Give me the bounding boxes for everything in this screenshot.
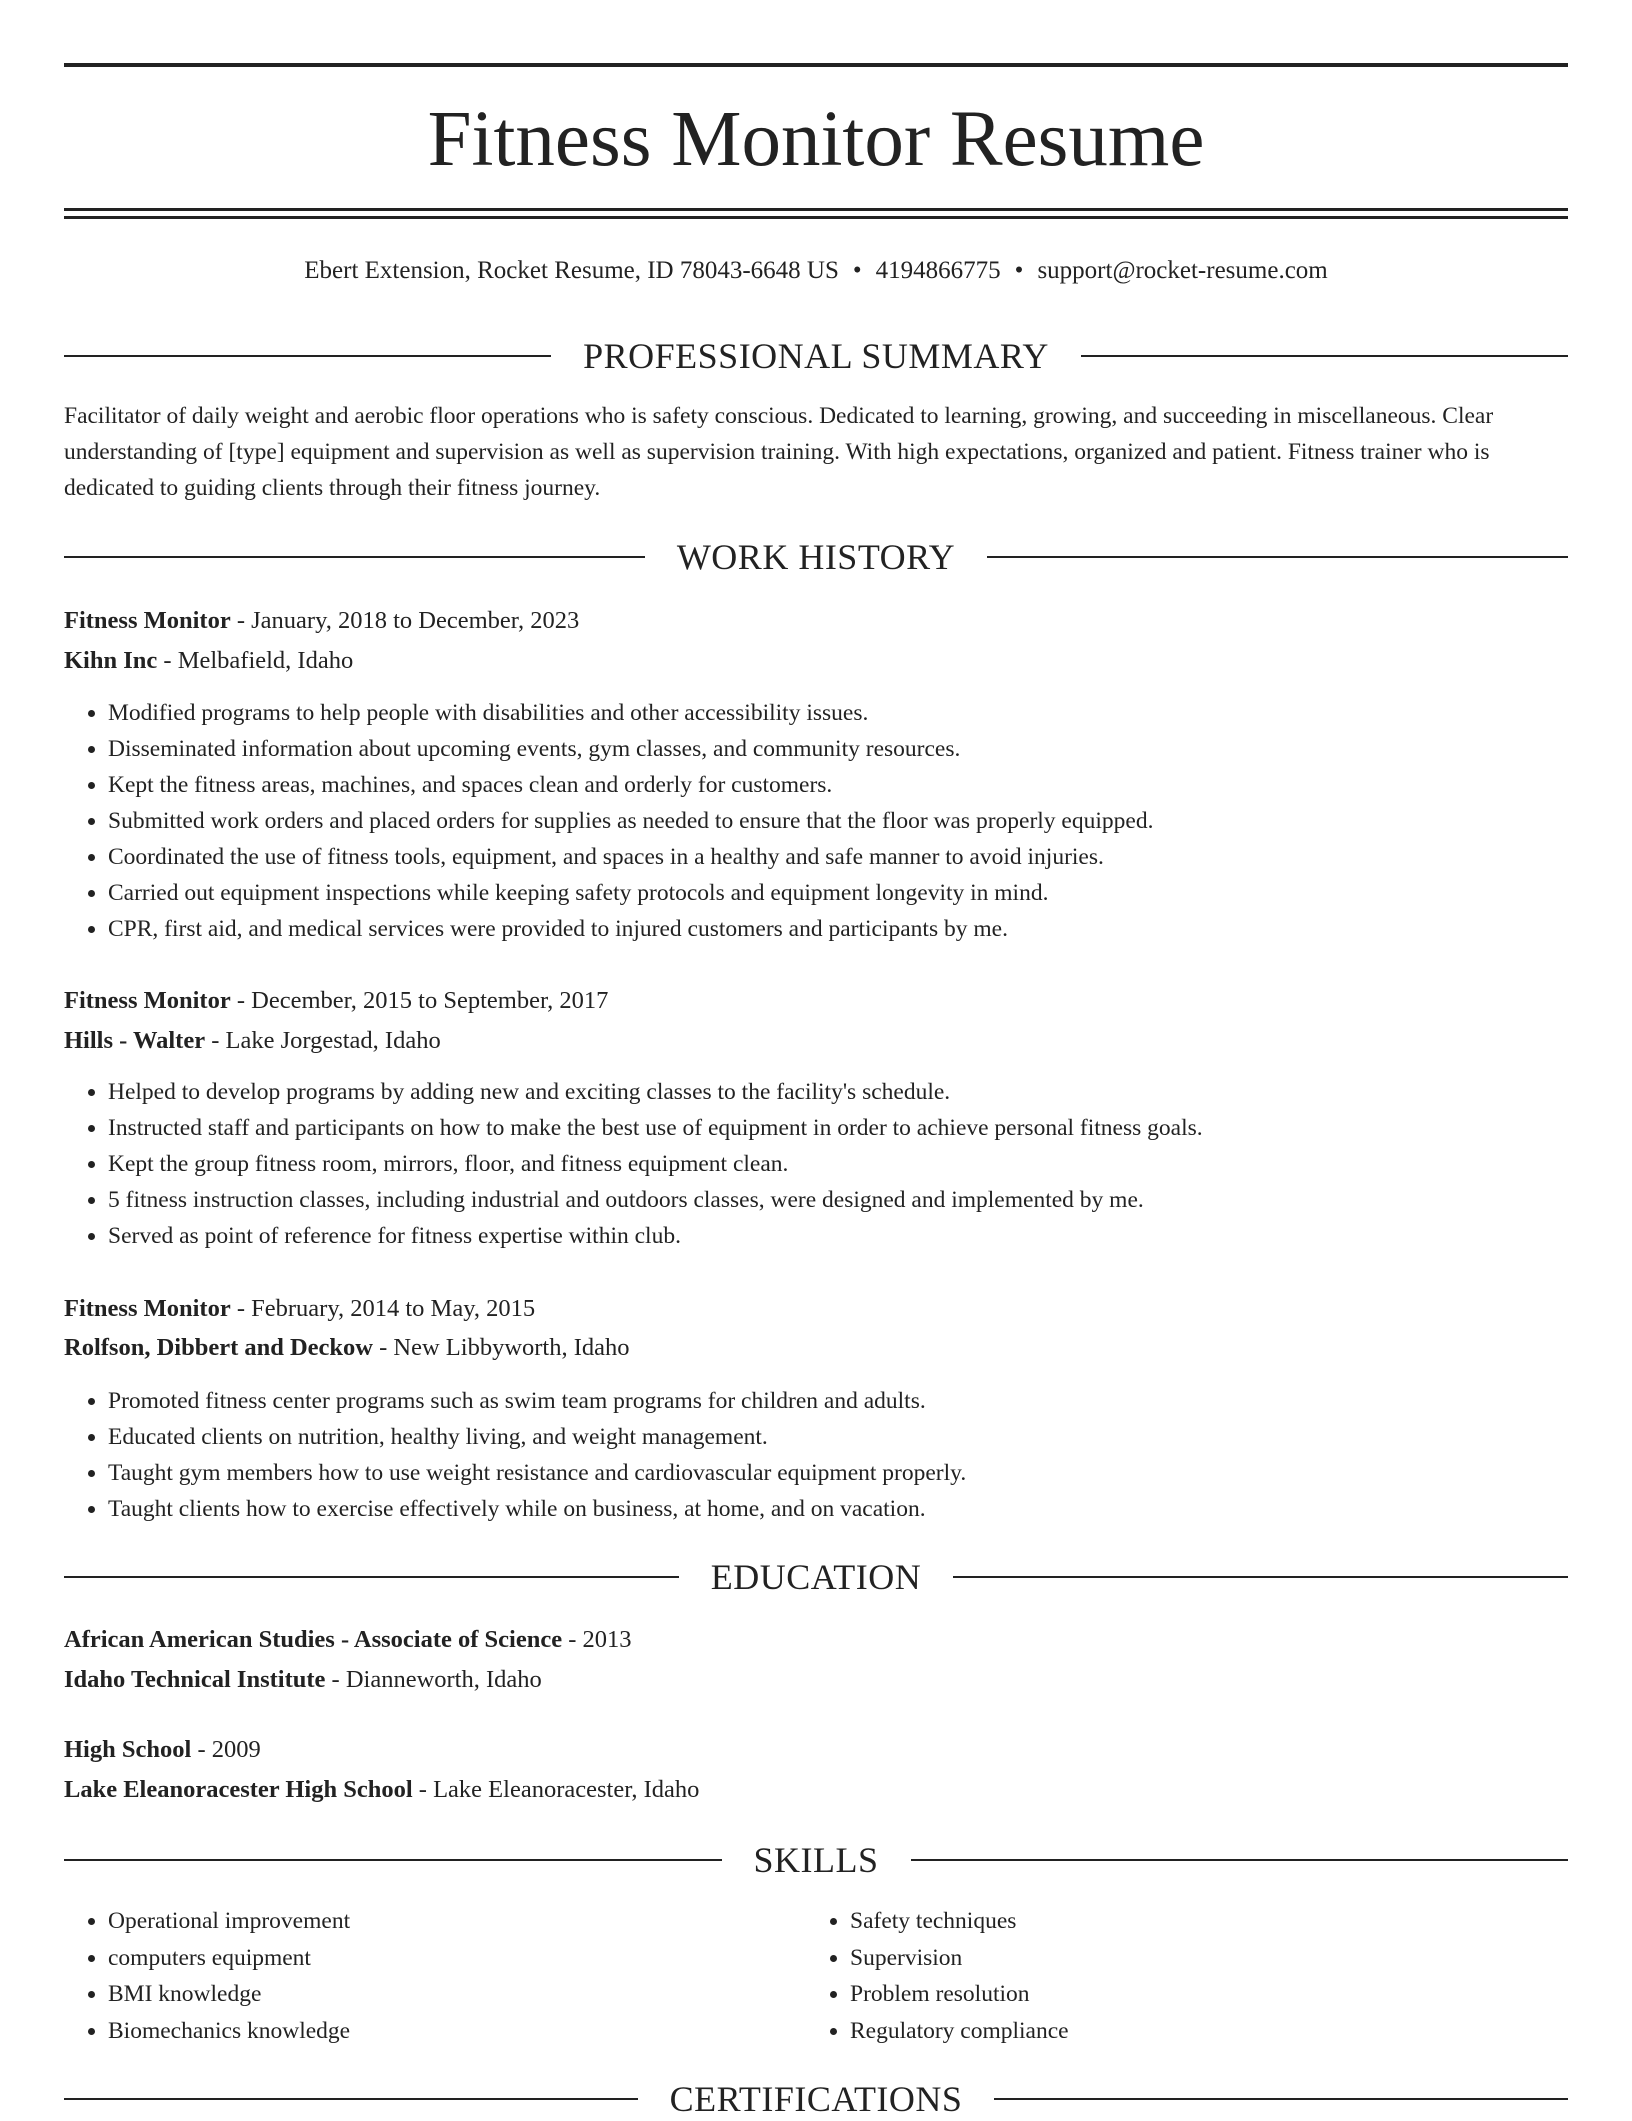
job-title-line xyxy=(64,1292,1568,1326)
job-title-line xyxy=(64,604,1568,638)
heading-rule-left xyxy=(64,556,645,558)
job-company: Rolfson, Dibbert and Deckow xyxy=(64,1334,373,1361)
list-item: • Carried out equipment inspections while keeping safety protocols and equipment longevity in mind. xyxy=(108,875,1568,911)
job-company-line xyxy=(64,644,1568,678)
section-heading-label: CERTIFICATIONS xyxy=(669,2079,963,2119)
list-item: • Kept the fitness areas, machines, and spaces clean and orderly for customers. xyxy=(108,767,1568,803)
job-dates: - December, 2015 to September, 2017 xyxy=(230,987,609,1014)
list-item: • Coordinated the use of fitness tools, equipment, and spaces in a healthy and safe manner to avoid injuries. xyxy=(108,839,1568,875)
list-item: • BMI knowledge xyxy=(108,1976,808,2013)
job-company-line xyxy=(64,1331,1568,1365)
education-school: Idaho Technical Institute xyxy=(64,1666,326,1693)
job-company: Kihn Inc xyxy=(64,647,158,674)
list-item: • Served as point of reference for fitness expertise within club. xyxy=(108,1218,1568,1254)
list-item: • Taught gym members how to use weight resistance and cardiovascular equipment properly. xyxy=(108,1455,1568,1491)
list-item: • Supervision xyxy=(850,1940,1550,1977)
list-item: • Regulatory compliance xyxy=(850,2013,1550,2050)
education-degree: African American Studies - Associate of Science xyxy=(64,1626,563,1653)
job-dates: - February, 2014 to May, 2015 xyxy=(230,1295,536,1322)
job-company-line xyxy=(64,1024,1568,1058)
list-item: • Disseminated information about upcoming events, gym classes, and community resources. xyxy=(108,731,1568,767)
resume-title: Fitness Monitor Resume xyxy=(427,96,1205,183)
section-heading-label: EDUCATION xyxy=(710,1557,922,1597)
list-item: • Instructed staff and participants on how to make the best use of equipment in order to achieve personal fitness goals. xyxy=(108,1110,1568,1146)
list-item: • Helped to develop programs by adding new and exciting classes to the facility's schedule. xyxy=(108,1074,1568,1110)
contact-phone: 4194866775 xyxy=(875,257,1001,284)
job-title: Fitness Monitor xyxy=(64,987,231,1014)
section-heading-label: SKILLS xyxy=(753,1840,879,1880)
job-location: - New Libbyworth, Idaho xyxy=(373,1334,630,1361)
heading-rule-left xyxy=(64,1859,722,1861)
summary-text: Facilitator of daily weight and aerobic floor operations who is safety conscious. Dedicated to learning, growing, and succeeding in miscellaneous. Clear understanding of [type] equipment and supervision as well as supervision training. With high expectations, organized and patient. Fitness trainer who is dedicated to guiding clients through their fitness journey. xyxy=(64,403,1494,501)
list-item: • Modified programs to help people with disabilities and other accessibility issues. xyxy=(108,695,1568,731)
job-title: Fitness Monitor xyxy=(64,607,231,634)
contact-separator: • xyxy=(1014,257,1024,284)
section-heading-label: PROFESSIONAL SUMMARY xyxy=(583,336,1049,376)
section-heading-education xyxy=(64,1555,1568,1599)
contact-separator: • xyxy=(852,257,862,284)
education-school-line xyxy=(64,1663,1568,1697)
heading-rule-left xyxy=(64,355,551,357)
job-location: - Lake Jorgestad, Idaho xyxy=(205,1027,441,1054)
job-dates: - January, 2018 to December, 2023 xyxy=(230,607,580,634)
job-title-line xyxy=(64,984,1568,1018)
title-rule-lower xyxy=(64,216,1568,219)
section-heading-summary xyxy=(64,334,1568,378)
job-bullets xyxy=(64,695,1568,947)
job-company: Hills - Walter xyxy=(64,1027,206,1054)
heading-rule-right xyxy=(911,1859,1569,1861)
list-item: • Promoted fitness center programs such as swim team programs for children and adults. xyxy=(108,1383,1568,1419)
education-year: - 2009 xyxy=(191,1736,261,1763)
education-degree-line xyxy=(64,1623,1568,1657)
heading-rule-right xyxy=(1081,355,1568,357)
education-degree: High School xyxy=(64,1736,192,1763)
section-heading-certifications xyxy=(64,2077,1568,2121)
education-degree-line xyxy=(64,1733,1568,1767)
education-school: Lake Eleanoracester High School xyxy=(64,1776,413,1803)
section-heading-skills xyxy=(64,1838,1568,1882)
job-title: Fitness Monitor xyxy=(64,1295,231,1322)
heading-rule-right xyxy=(987,556,1568,558)
list-item: • Operational improvement xyxy=(108,1903,808,1940)
section-heading-label: WORK HISTORY xyxy=(676,537,956,577)
education-school-line xyxy=(64,1773,1568,1807)
list-item: • Safety techniques xyxy=(850,1903,1550,1940)
contact-address: Ebert Extension, Rocket Resume, ID 78043-6648 US xyxy=(304,257,839,284)
list-item: • Biomechanics knowledge xyxy=(108,2013,808,2050)
job-bullets xyxy=(64,1074,1568,1254)
list-item: • Kept the group fitness room, mirrors, floor, and fitness equipment clean. xyxy=(108,1146,1568,1182)
skills-list-left xyxy=(64,1903,808,2049)
list-item: • Submitted work orders and placed orders for supplies as needed to ensure that the floor was properly equipped. xyxy=(108,803,1568,839)
list-item: • Problem resolution xyxy=(850,1976,1550,2013)
heading-rule-right xyxy=(953,1576,1568,1578)
list-item: • CPR, first aid, and medical services were provided to injured customers and participants by me. xyxy=(108,911,1568,947)
contact-line xyxy=(64,255,1568,287)
education-location: - Dianneworth, Idaho xyxy=(325,1666,542,1693)
heading-rule-left xyxy=(64,2098,638,2100)
job-bullets xyxy=(64,1383,1568,1527)
list-item: • computers equipment xyxy=(108,1940,808,1977)
title-rule-upper xyxy=(64,208,1568,211)
education-location: - Lake Eleanoracester, Idaho xyxy=(412,1776,700,1803)
heading-rule-left xyxy=(64,1576,679,1578)
list-item: • Taught clients how to exercise effectively while on business, at home, and on vacation. xyxy=(108,1491,1568,1527)
section-heading-work-history xyxy=(64,535,1568,579)
skills-list-right xyxy=(806,1903,1550,2049)
top-rule xyxy=(64,63,1568,67)
contact-email: support@rocket-resume.com xyxy=(1037,257,1328,284)
list-item: • Educated clients on nutrition, healthy living, and weight management. xyxy=(108,1419,1568,1455)
heading-rule-right xyxy=(994,2098,1568,2100)
education-year: - 2013 xyxy=(562,1626,632,1653)
job-location: - Melbafield, Idaho xyxy=(157,647,354,674)
list-item: • 5 fitness instruction classes, including industrial and outdoors classes, were designed and implemented by me. xyxy=(108,1182,1568,1218)
